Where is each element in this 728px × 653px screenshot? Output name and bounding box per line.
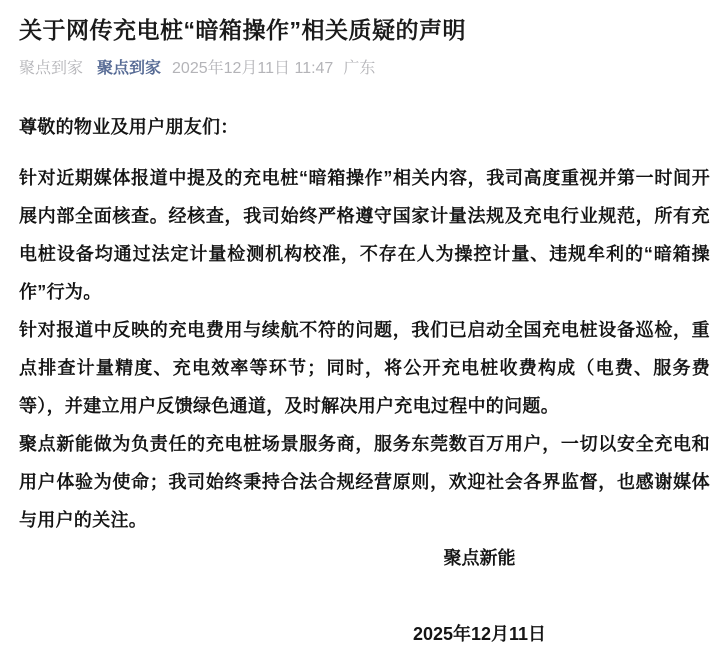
page-title: 关于网传充电桩“暗箱操作”相关质疑的声明	[19, 17, 466, 43]
statement-paragraph-1: 针对近期媒体报道中提及的充电桩“暗箱操作”相关内容，我司高度重视并第一时间开展内部全面核查。经核查，我司始终严格遵守国家计量法规及充电行业规范，所有充电桩设备均通过法定计量检测机构校准，不存在人为操控计量、违规牟利的“暗箱操作”行为。	[19, 168, 710, 302]
greeting-paragraph: 尊敬的物业及用户朋友们：	[19, 117, 239, 137]
closing-block	[19, 539, 710, 653]
author-name: 聚点到家	[19, 60, 84, 77]
signature: 聚点新能	[443, 548, 516, 568]
article-meta	[19, 60, 710, 77]
statement-paragraph-3: 聚点新能做为负责任的充电桩场景服务商，服务东莞数百万用户，一切以安全充电和用户体验为使命；我司始终秉持合法合规经营原则，欢迎社会各界监督，也感谢媒体与用户的关注。	[19, 434, 710, 530]
signature-date: 2025年12月11日	[412, 624, 547, 644]
article-body	[19, 108, 710, 653]
statement-paragraph-2: 针对报道中反映的充电费用与续航不符的问题，我们已启动全国充电桩设备巡检，重点排查计量精度、充电效率等环节；同时，将公开充电桩收费构成（电费、服务费等），并建立用户反馈绿色通道，及时解决用户充电过程中的问题。	[19, 320, 710, 416]
publish-location: 广东	[343, 60, 376, 77]
account-name-link[interactable]: 聚点到家	[97, 60, 162, 77]
publish-datetime: 2025年12月11日 11:47	[172, 60, 334, 77]
